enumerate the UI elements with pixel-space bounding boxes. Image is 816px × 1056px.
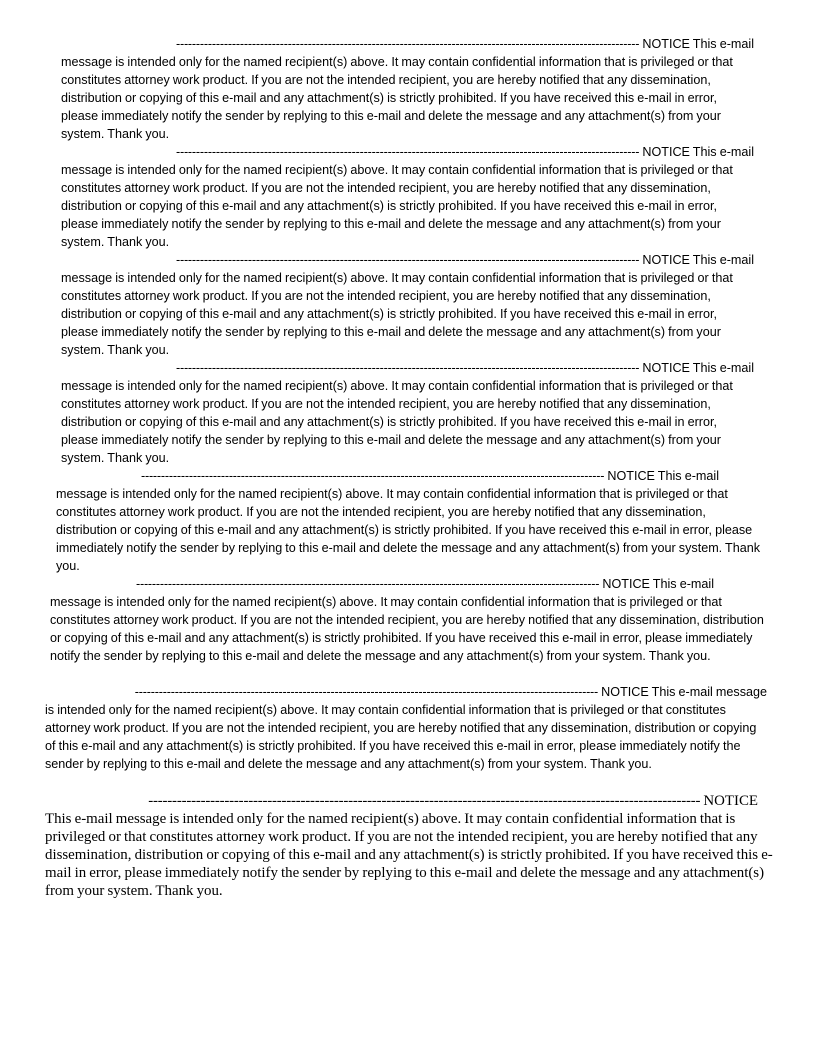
notice-heading: NOTICE This e-mail — [607, 469, 719, 483]
email-notice-5 — [56, 467, 765, 575]
notice-body: This e-mail message is intended only for the named recipient(s) above. It may contain confidential information that is privileged or that constitutes attorney work product. If you are not the intended recipient, you are hereby notified that any dissemination, distribution or copying of this e-mail and any attachment(s) is strictly prohibited. If you have received this e-mail in error, please immediately notify the sender by replying to this e-mail and delete the message and any attachment(s) from your system. Thank you. — [45, 811, 773, 899]
notice-separator-line — [61, 251, 754, 269]
notice-separator-line — [61, 35, 754, 53]
notice-separator-line — [45, 792, 758, 810]
email-notice-4 — [61, 359, 754, 467]
email-notice-3 — [61, 251, 754, 359]
notice-heading: NOTICE — [703, 793, 758, 809]
dashed-rule: -------------------------------------------------------------------------------------------------------------------- — [175, 253, 640, 267]
notice-body: message is intended only for the named recipient(s) above. It may contain confidential information that is privileged or that constitutes attorney work product. If you are not the intended recipient, you are hereby notified that any dissemination, distribution or copying of this e-mail and any attachment(s) is strictly prohibited. If you have received this e-mail in error, please immediately notify the sender by replying to this e-mail and delete the message and any attachment(s) from your system. Thank you. — [50, 595, 764, 663]
email-notice-7 — [45, 683, 767, 773]
notice-heading: NOTICE This e-mail — [602, 577, 714, 591]
dashed-rule: -------------------------------------------------------------------------------------------------------------------- — [175, 37, 640, 51]
notice-body: message is intended only for the named recipient(s) above. It may contain confidential information that is privileged or that constitutes attorney work product. If you are not the intended recipient, you are hereby notified that any dissemination, distribution or copying of this e-mail and any attachment(s) is strictly prohibited. If you have received this e-mail in error, please immediately notify the sender by replying to this e-mail and delete the message and any attachment(s) from your system. Thank you. — [61, 379, 733, 465]
notice-heading: NOTICE This e-mail — [642, 145, 754, 159]
notice-separator-line — [61, 143, 754, 161]
email-notice-8 — [45, 792, 773, 900]
notice-heading: NOTICE This e-mail — [642, 361, 754, 375]
notice-body: is intended only for the named recipient(s) above. It may contain confidential information that is privileged or that constitutes attorney work product. If you are not the intended recipient, you are hereby notified that any dissemination, distribution or copying of this e-mail and any attachment(s) is strictly prohibited. If you have received this e-mail in error, please immediately notify the sender by replying to this e-mail and delete the message and any attachment(s) from your system. Thank you. — [45, 703, 757, 771]
notice-heading: NOTICE This e-mail message — [601, 685, 767, 699]
notice-heading: NOTICE This e-mail — [642, 37, 754, 51]
notice-separator-line — [56, 467, 719, 485]
notice-body: message is intended only for the named recipient(s) above. It may contain confidential information that is privileged or that constitutes attorney work product. If you are not the intended recipient, you are hereby notified that any dissemination, distribution or copying of this e-mail and any attachment(s) is strictly prohibited. If you have received this e-mail in error, please immediately notify the sender by replying to this e-mail and delete the message and any attachment(s) from your system. Thank you. — [56, 487, 761, 573]
notice-separator-line — [61, 359, 754, 377]
notice-separator-line — [50, 575, 714, 593]
notice-body: message is intended only for the named recipient(s) above. It may contain confidential information that is privileged or that constitutes attorney work product. If you are not the intended recipient, you are hereby notified that any dissemination, distribution or copying of this e-mail and any attachment(s) is strictly prohibited. If you have received this e-mail in error, please immediately notify the sender by replying to this e-mail and delete the message and any attachment(s) from your system. Thank you. — [61, 163, 733, 249]
dashed-rule: -------------------------------------------------------------------------------------------------------------------- — [140, 469, 605, 483]
notice-body: message is intended only for the named recipient(s) above. It may contain confidential information that is privileged or that constitutes attorney work product. If you are not the intended recipient, you are hereby notified that any dissemination, distribution or copying of this e-mail and any attachment(s) is strictly prohibited. If you have received this e-mail in error, please immediately notify the sender by replying to this e-mail and delete the message and any attachment(s) from your system. Thank you. — [61, 55, 733, 141]
email-notice-6 — [50, 575, 768, 665]
email-notice-2 — [61, 143, 754, 251]
notice-separator-line — [45, 683, 767, 701]
dashed-rule: -------------------------------------------------------------------------------------------------------------------- — [134, 685, 599, 699]
dashed-rule: -------------------------------------------------------------------------------------------------------------------- — [148, 793, 701, 809]
notice-heading: NOTICE This e-mail — [642, 253, 754, 267]
dashed-rule: -------------------------------------------------------------------------------------------------------------------- — [175, 145, 640, 159]
dashed-rule: -------------------------------------------------------------------------------------------------------------------- — [135, 577, 600, 591]
email-notice-1 — [61, 35, 754, 143]
dashed-rule: -------------------------------------------------------------------------------------------------------------------- — [175, 361, 640, 375]
notice-body: message is intended only for the named recipient(s) above. It may contain confidential information that is privileged or that constitutes attorney work product. If you are not the intended recipient, you are hereby notified that any dissemination, distribution or copying of this e-mail and any attachment(s) is strictly prohibited. If you have received this e-mail in error, please immediately notify the sender by replying to this e-mail and delete the message and any attachment(s) from your system. Thank you. — [61, 271, 733, 357]
